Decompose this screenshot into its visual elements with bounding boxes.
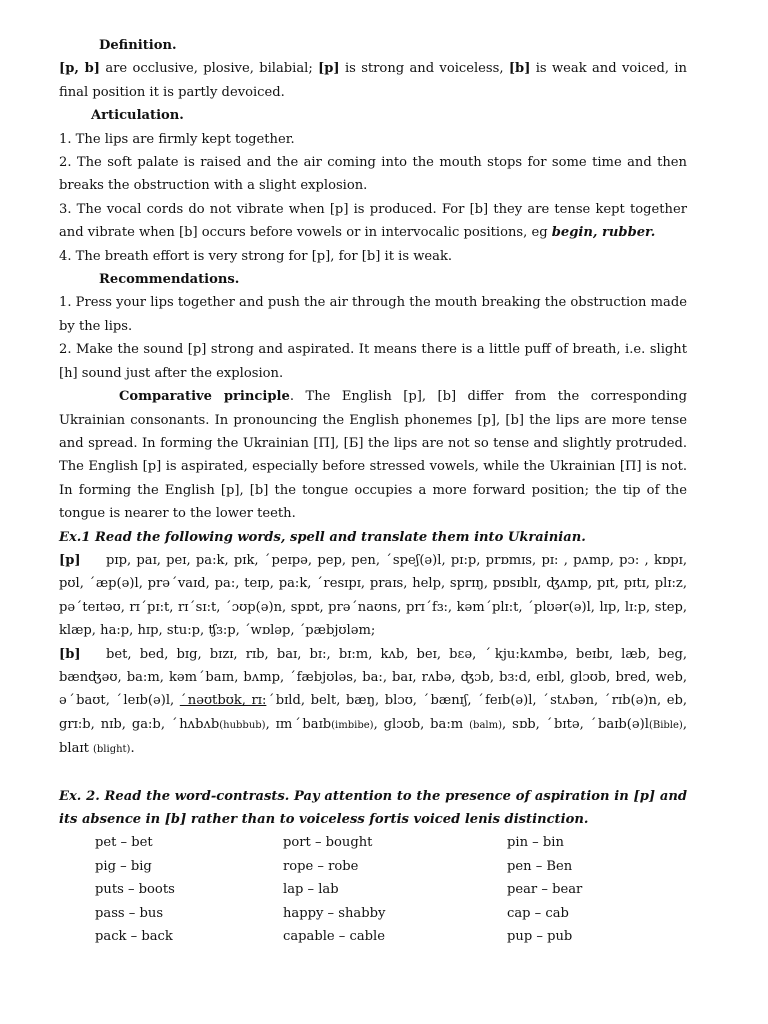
recommendation-item-2: 2. Make the sound [p] strong and aspirated. It means there is a little puff of breath, i.e. slight [h] sound just after the explosion. bbox=[59, 342, 687, 381]
word-pair: lap – lab bbox=[283, 882, 339, 898]
articulation-item-3: 3. The vocal cords do not vibrate when [p] is produced. For [b] they are tense kept together and vibrate when [b] occurs before vowels or in intervocalic positions, eg begin, rubber. bbox=[59, 201, 687, 241]
articulation-heading: Articulation. bbox=[91, 108, 184, 124]
definition-heading: Definition. bbox=[99, 38, 177, 53]
word-pair: capable – cable bbox=[283, 929, 385, 945]
word-pair: happy – shabby bbox=[283, 905, 386, 921]
recommendations-heading: Recommendations. bbox=[99, 272, 240, 288]
p-label: [p] bbox=[59, 552, 81, 568]
ex1-b-words: [b] bet, bed, bɪg, bɪzɪ, rɪb, baɪ, bɪ:, bɪ:m, kʌb, beɪ, bɛə, ˊkju:kʌmbə, beɪbɪ, læb, beg, bænʤəʊ, ba:m, kəmˊbaɪn, bʌmp, ˊfæbjʊləs, ba:, baɪ, rʌbə, ʤɔb, bɜ:d, eɪbl, glɔʊb, bred, web, əˊbaʊt, ˊleɪb(ə)l, ˊnəʊtbʊk, rɪ:ˊbɪld, belt, bæŋ, blɔʊ, ˊbænɪʃ, ˊfeɪb(ə)l, ˊstʌbən, ˊrɪb(ə)n, eb, grɪ:b, nɪb, ga:b, ˊhʌbʌb(hubbub), ɪmˊbaɪb(imbibe), glɔʊb, ba:m (balm), sɒb, ˊbɪtə, ˊbaɪb(ə)l(Bible), blaɪt (blight). bbox=[59, 643, 687, 762]
definition-text: [p, b] are occlusive, plosive, bilabial; [p] is strong and voiceless, [b] is weak and voiced, in final position it is partly devoiced. bbox=[59, 61, 687, 100]
b-label: [b] bbox=[59, 646, 81, 662]
word-pair: rope – robe bbox=[283, 858, 359, 874]
word-pair: pack – back bbox=[95, 929, 173, 945]
word-pair: cap – cab bbox=[507, 905, 569, 921]
ex1-p-words: [p] pɪp, paɪ, peɪ, pa:k, pɪk, ˊpeɪpə, pep, pen, ˊspeʃ(ə)l, pɪ:p, prɒmɪs, pɪ: , pʌmp, pɔ: , kɒpɪ, pʊl, ˊæp(ə)l, prəˊvaɪd, pa:, teɪp, pa:k, ˊresɪpɪ, praɪs, help, sprɪŋ, pɒsɪblɪ, ʤʌmp, pɪt, pɪtɪ, plɪ:z, pəˊteɪtəʊ, rɪˊpɪ:t, rɪˊsɪ:t, ˊɔʊp(ə)n, spɒt, prəˊnaʊns, prɪˊfɜ:, kəmˊplɪ:t, ˊplʊər(ə)l, lɪp, lɪ:p, step, klæp, ha:p, hɪp, stu:p, ʧɜ:p, ˊwɒləp, ˊpæbjʊləm; bbox=[59, 549, 687, 643]
ex2-title: Ex. 2. Read the word-contrasts. Pay attention to the presence of aspiration in [p] and its absence in [b] rather than to voiceless fortis voiced lenis distinction. bbox=[59, 788, 687, 827]
ex1-title: Ex.1 Read the following words, spell and translate them into Ukrainian. bbox=[59, 529, 586, 545]
comparative-principle: Comparative principle. The English [p], [b] differ from the corresponding Ukrainian consonants. In pronouncing the English phonemes [p], [b] the lips are more tense and spread. In forming the Ukrainian [П], [Б] the lips are not so tense and slightly protruded. The English [p] is aspirated, especially before stressed vowels, while the Ukrainian [П] is not. In forming the English [p], [b] the tongue occupies a more forward position; the tip of the tongue is nearer to the lower teeth. bbox=[59, 389, 687, 522]
recommendation-item-1: 1. Press your lips together and push the air through the mouth breaking the obstruction made by the lips. bbox=[59, 295, 687, 334]
word-pair: pear – bear bbox=[507, 882, 583, 898]
articulation-item-4: 4. The breath effort is very strong for [p], for [b] it is weak. bbox=[59, 248, 453, 264]
word-contrast-grid bbox=[59, 831, 687, 948]
word-pair: pet – bet bbox=[95, 835, 153, 851]
word-pair: puts – boots bbox=[95, 882, 175, 898]
word-pair: pen – Ben bbox=[507, 858, 573, 874]
word-pair: pin – bin bbox=[507, 835, 564, 851]
articulation-item-1: 1. The lips are firmly kept together. bbox=[59, 131, 295, 147]
word-pair: pig – big bbox=[95, 858, 152, 874]
word-pair: pup – pub bbox=[507, 929, 573, 945]
word-pair: pass – bus bbox=[95, 905, 164, 921]
word-pair: port – bought bbox=[283, 835, 373, 851]
articulation-item-2: 2. The soft palate is raised and the air coming into the mouth stops for some time and then breaks the obstruction with a slight explosion. bbox=[59, 155, 687, 194]
